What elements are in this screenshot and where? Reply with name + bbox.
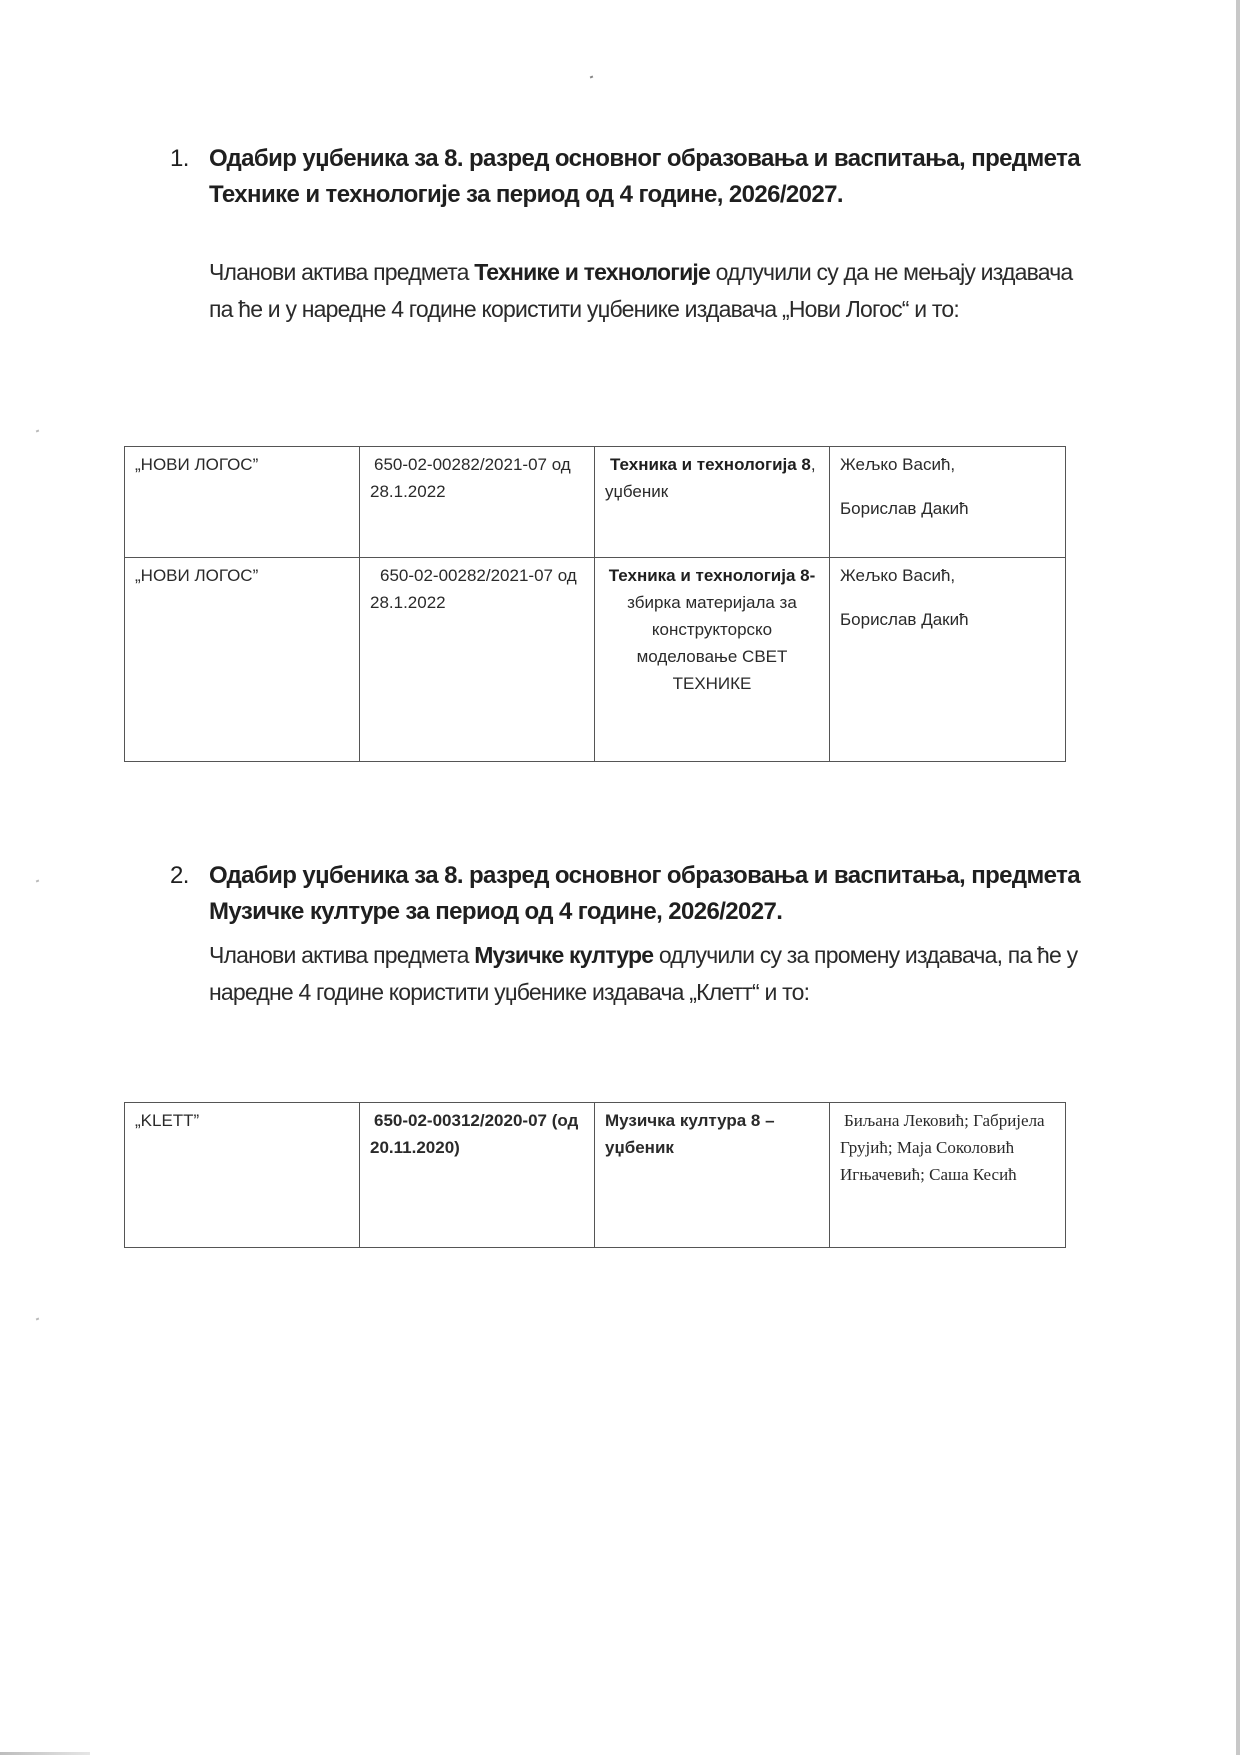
table-row [125, 558, 1066, 762]
publisher-cell: „НОВИ ЛОГОС” [125, 447, 360, 558]
table-row [125, 1103, 1066, 1248]
subject-name: Музичке културе [474, 942, 654, 968]
section-number: 2. [170, 862, 189, 889]
section-2-heading [170, 858, 1090, 930]
page-edge [1236, 0, 1240, 1755]
subject-name: Технике и технологије [474, 259, 710, 285]
approval-cell: 650-02-00312/2020-07 (од 20.11.2020) [360, 1103, 595, 1248]
textbook-table-1 [124, 446, 1066, 762]
table-row [125, 447, 1066, 558]
publisher-cell: „KLETT” [125, 1103, 360, 1248]
authors-cell: Жељко Васић, Борислав Дакић [830, 558, 1066, 762]
section-title: Одабир уџбеника за 8. разред основног образовања и васпитања, предмета Технике и технологије за период од 4 године, 2026/2027. [209, 145, 1081, 208]
scan-speck [36, 1318, 40, 1321]
authors-cell: Жељко Васић, Борислав Дакић [830, 447, 1066, 558]
section-1-paragraph: Чланови актива предмета Технике и технологије одлучили су да не мењају издавача па ће и у наредне 4 године користити уџбенике издавача „Нови Логос“ и то: [209, 259, 1073, 322]
scan-speck [36, 430, 40, 433]
section-1-heading [170, 141, 1090, 213]
approval-cell: 650-02-00282/2021-07 од 28.1.2022 [360, 558, 595, 762]
scan-speck [36, 880, 40, 883]
approval-cell: 650-02-00282/2021-07 од 28.1.2022 [360, 447, 595, 558]
title-cell: Техника и технологија 8- збирка материјала за конструкторско моделовање СВЕТ ТЕХНИКЕ [595, 558, 830, 762]
scan-speck [590, 76, 594, 79]
title-cell: Техника и технологија 8, уџбеник [595, 447, 830, 558]
authors-cell: Биљана Лековић; Габријела Грујић; Маја Соколовић Игњачевић; Саша Кесић [830, 1103, 1066, 1248]
section-number: 1. [170, 145, 189, 172]
title-cell: Музичка култура 8 – уџбеник [595, 1103, 830, 1248]
textbook-table-2 [124, 1102, 1066, 1248]
publisher-cell: „НОВИ ЛОГОС” [125, 558, 360, 762]
section-2-paragraph: Чланови актива предмета Музичке културе одлучили су за промену издавача, па ће у наредне 4 године користити уџбенике издавача „Клетт“ и то: [209, 942, 1078, 1005]
section-title: Одабир уџбеника за 8. разред основног образовања и васпитања, предмета Музичке културе за период од 4 године, 2026/2027. [209, 862, 1081, 925]
